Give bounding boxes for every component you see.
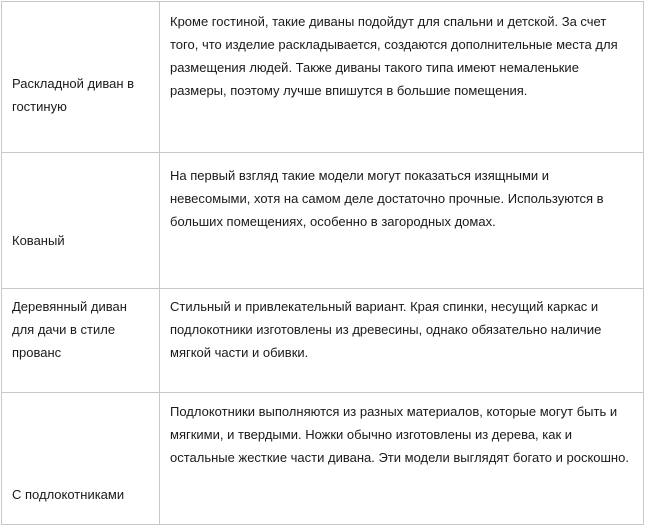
sofa-type-description: Стильный и привлекательный вариант. Края спинки, несущий каркас и подлокотники изготовлены из древесины, однако обязательно наличие мягкой части и обивки. xyxy=(160,289,644,393)
table-row xyxy=(2,153,644,289)
sofa-types-table xyxy=(1,1,644,525)
table-row xyxy=(2,393,644,525)
table-row xyxy=(2,289,644,393)
sofa-type-description: Кроме гостиной, такие диваны подойдут для спальни и детской. За счет того, что изделие раскладывается, создаются дополнительные места для размещения людей. Также диваны такого типа имеют немаленькие размеры, поэтому лучше впишутся в большие помещения. xyxy=(160,2,644,153)
sofa-type-name: Кованый xyxy=(2,153,160,289)
sofa-type-description: Подлокотники выполняются из разных материалов, которые могут быть и мягкими, и твердыми. Ножки обычно изготовлены из дерева, как и остальные жесткие части дивана. Эти модели выглядят богато и роскошно. xyxy=(160,393,644,525)
sofa-type-description: На первый взгляд такие модели могут показаться изящными и невесомыми, хотя на самом деле достаточно прочные. Используются в больших помещениях, особенно в загородных домах. xyxy=(160,153,644,289)
sofa-type-name: Деревянный диван для дачи в стиле прованс xyxy=(2,289,160,393)
table-row xyxy=(2,2,644,153)
sofa-type-name: С подлокотниками xyxy=(2,393,160,525)
sofa-type-name: Раскладной диван в гостиную xyxy=(2,2,160,153)
